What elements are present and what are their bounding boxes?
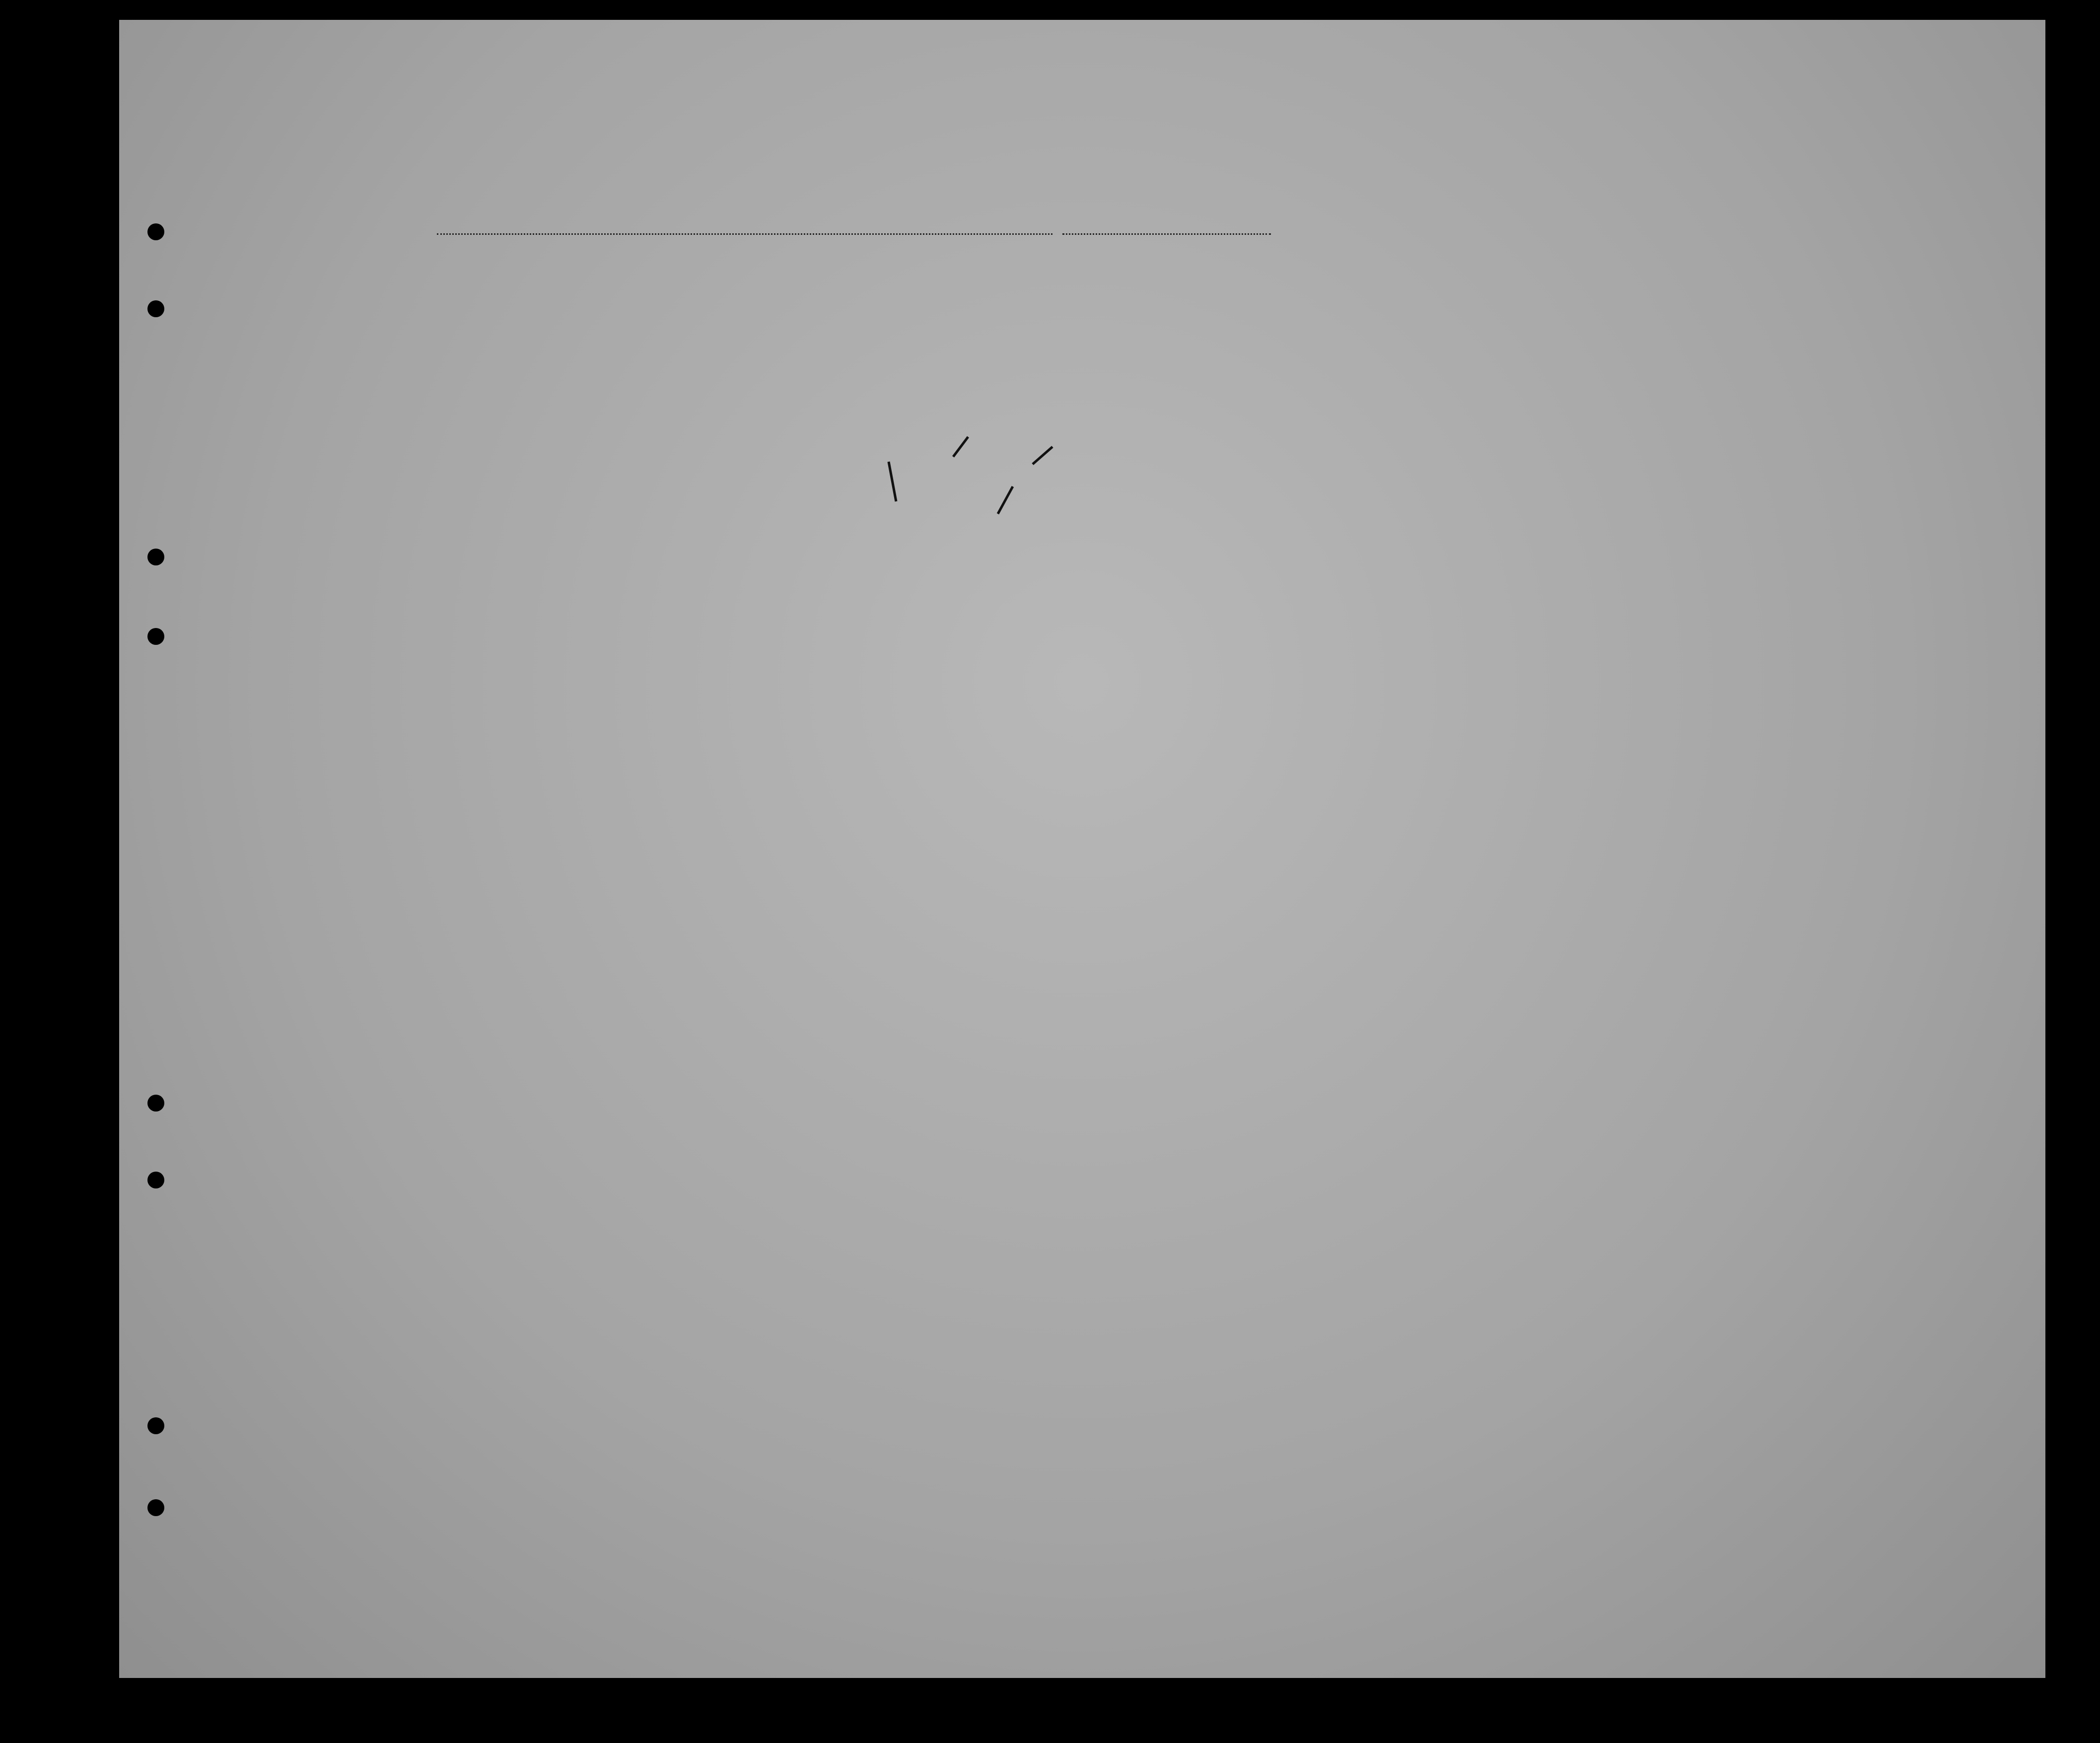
header-q30 — [1535, 290, 1555, 419]
header-q29 — [1493, 290, 1528, 419]
header-anarchist — [1402, 290, 1422, 419]
header-feet — [1705, 382, 1725, 419]
header-ticket — [670, 290, 690, 410]
header-complexion — [1763, 313, 1788, 392]
header-ever-in-prison — [1338, 290, 1368, 419]
header-possession-50 — [817, 290, 840, 410]
binder-hole — [147, 1417, 164, 1434]
header-polygamist — [1375, 290, 1395, 419]
header-citizen-intent — [1301, 313, 1326, 422]
binder-hole — [147, 223, 164, 240]
binder-hole — [147, 628, 164, 645]
header-q31 — [1559, 290, 1579, 419]
manifest-sheet — [119, 20, 2045, 1678]
binder-hole — [147, 1499, 164, 1516]
header-purpose-sub — [1236, 313, 1261, 422]
binder-hole — [147, 300, 164, 317]
header-q28 — [1430, 290, 1479, 419]
binder-hole — [147, 1172, 164, 1188]
header-length-of-time — [1268, 313, 1293, 422]
binder-hole — [147, 1095, 164, 1112]
manifest-grid — [119, 20, 2045, 1678]
header-inches — [1735, 382, 1755, 419]
binder-hole — [147, 549, 164, 565]
handwritten-check-marks — [794, 417, 1072, 531]
